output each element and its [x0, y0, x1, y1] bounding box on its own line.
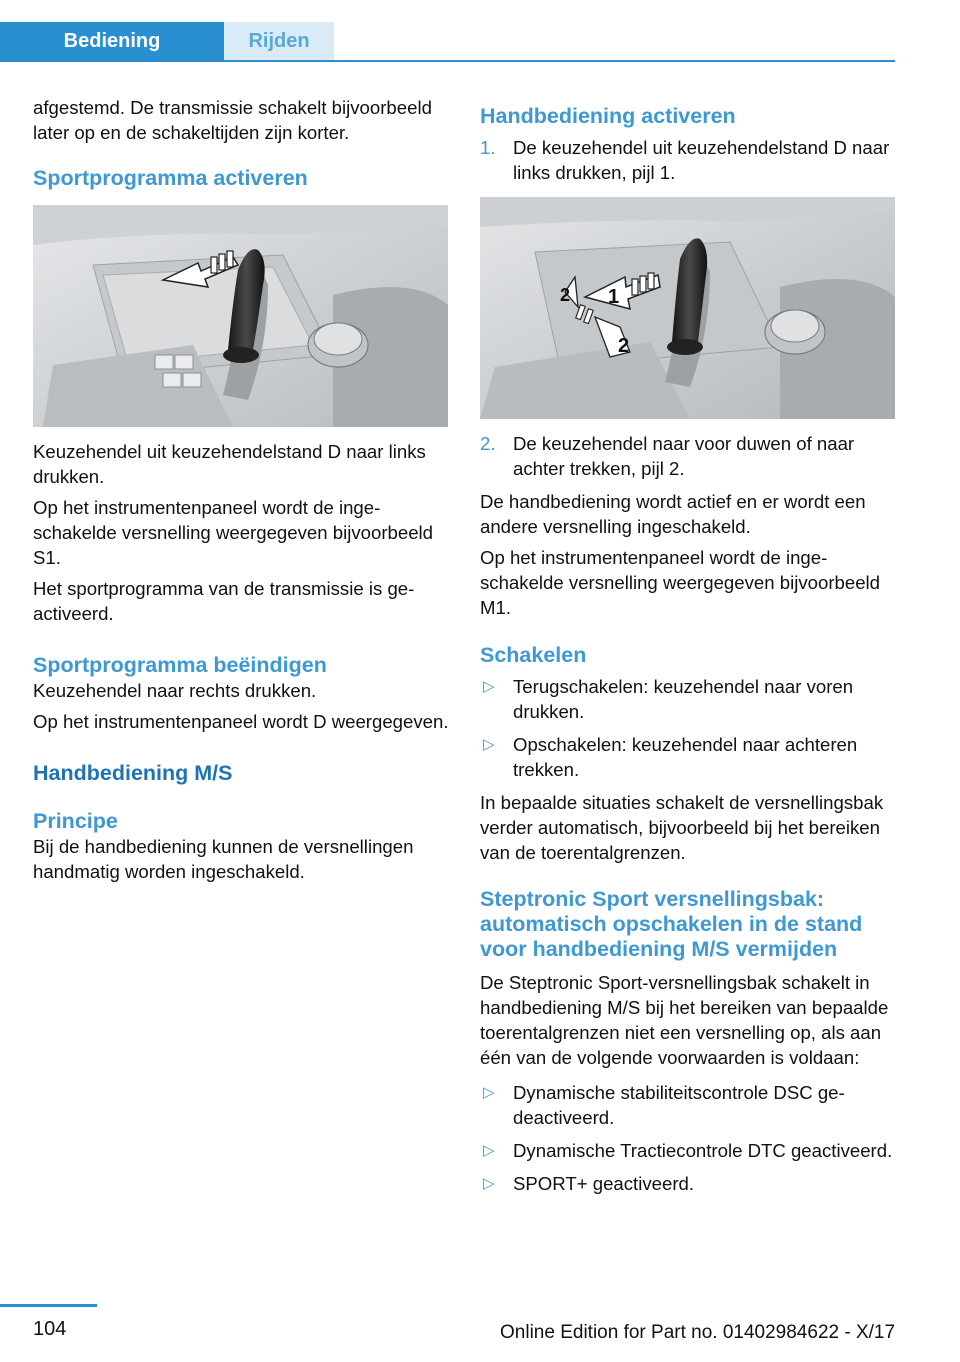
arrow-label-2a: 2	[560, 285, 571, 305]
list-item	[480, 135, 900, 185]
condition-text: SPORT+ geactiveerd.	[513, 1173, 695, 1194]
arrow-label-2b: 2	[618, 335, 630, 357]
left-column	[33, 95, 451, 890]
sport-activate-p2: Op het instrumentenpaneel wordt de ingeschakelde versnelling weergegeven bijvoorbeeld S1.	[33, 497, 434, 568]
step-text: De keuzehendel uit keuzehendelstand D naar links drukken, pijl 1.	[513, 137, 890, 183]
tab-rijden[interactable]: Rijden	[224, 22, 334, 60]
condition-text: Dynamische Tractiecontrole DTC geactiveerd.	[513, 1140, 893, 1161]
header-tab-bar	[0, 0, 895, 62]
manual-mode-heading: Handbediening M/S	[33, 761, 233, 785]
steptronic-heading: Steptronic Sport versnellingsbak: automatisch opschakelen in de stand voor handbediening M/S vermijden	[480, 887, 863, 961]
page-number: 104	[33, 1318, 67, 1340]
arrow-label-1: 1	[608, 286, 620, 308]
shift-item-text: Opschakelen: keuzehendel naar achteren trekken.	[513, 734, 858, 780]
gear-selector-photo-sport	[33, 205, 448, 427]
shift-heading: Schakelen	[480, 643, 587, 667]
shift-item-text: Terugschakelen: keuzehendel naar voren drukken.	[513, 676, 854, 722]
step-number: 2.	[480, 433, 496, 454]
intro-paragraph: afgestemd. De transmissie schakelt bijvoorbeeld later op en de schakeltijden zijn korter.	[33, 97, 432, 143]
activate-steps-list-cont	[480, 431, 900, 481]
triangle-bullet-icon: ▷	[483, 1084, 495, 1101]
list-item	[480, 1171, 900, 1196]
gear-selector-photo-manual	[480, 197, 895, 419]
footer-divider	[0, 1304, 97, 1307]
shift-list	[480, 674, 900, 782]
step-number: 1.	[480, 137, 496, 158]
condition-text: Dynamische stabiliteitscontrole DSC gedeactiveerd.	[513, 1082, 845, 1128]
list-item	[480, 674, 900, 724]
principle-heading: Principe	[33, 809, 118, 833]
shift-paragraph: In bepaalde situaties schakelt de versnellingsbak verder automatisch, bijvoorbeeld bij het bereiken van de toerentalgrenzen.	[480, 792, 884, 863]
right-column	[480, 95, 900, 1204]
sport-end-heading: Sportprogramma beëindigen	[33, 653, 327, 677]
triangle-bullet-icon: ▷	[483, 678, 495, 695]
sport-activate-p1: Keuzehendel uit keuzehendelstand D naar links drukken.	[33, 441, 426, 487]
sport-activate-heading: Sportprogramma activeren	[33, 166, 308, 190]
sport-end-p1: Keuzehendel naar rechts drukken.	[33, 680, 317, 701]
triangle-bullet-icon: ▷	[483, 1142, 495, 1159]
tab-bediening[interactable]: Bediening	[0, 22, 224, 60]
triangle-bullet-icon: ▷	[483, 736, 495, 753]
sport-end-p2: Op het instrumentenpaneel wordt D weergegeven.	[33, 711, 449, 732]
principle-paragraph: Bij de handbediening kunnen de versnellingen handmatig worden ingeschakeld.	[33, 836, 414, 882]
steptronic-paragraph: De Steptronic Sport-versnellingsbak schakelt in handbediening M/S bij het bereiken van bepaalde toerentalgrenzen niet een versnelling op, als aan één van de volgende voorwaarden is voldaan:	[480, 972, 889, 1068]
manual-activate-heading: Handbediening activeren	[480, 104, 736, 128]
conditions-list	[480, 1080, 900, 1196]
header-divider	[0, 60, 895, 62]
list-item	[480, 1138, 900, 1163]
manual-active-p1: De handbediening wordt actief en er wordt een andere versnelling ingeschakeld.	[480, 491, 866, 537]
list-item	[480, 732, 900, 782]
edition-note: Online Edition for Part no. 01402984622 - X/17	[500, 1322, 896, 1343]
manual-active-p2: Op het instrumentenpaneel wordt de ingeschakelde versnelling weergegeven bijvoorbeeld M1.	[480, 547, 881, 618]
activate-steps-list	[480, 135, 900, 185]
list-item	[480, 431, 900, 481]
triangle-bullet-icon: ▷	[483, 1175, 495, 1192]
step-text: De keuzehendel naar voor duwen of naar achter trekken, pijl 2.	[513, 433, 855, 479]
sport-activate-p3: Het sportprogramma van de transmissie is geactiveerd.	[33, 578, 415, 624]
list-item	[480, 1080, 900, 1130]
